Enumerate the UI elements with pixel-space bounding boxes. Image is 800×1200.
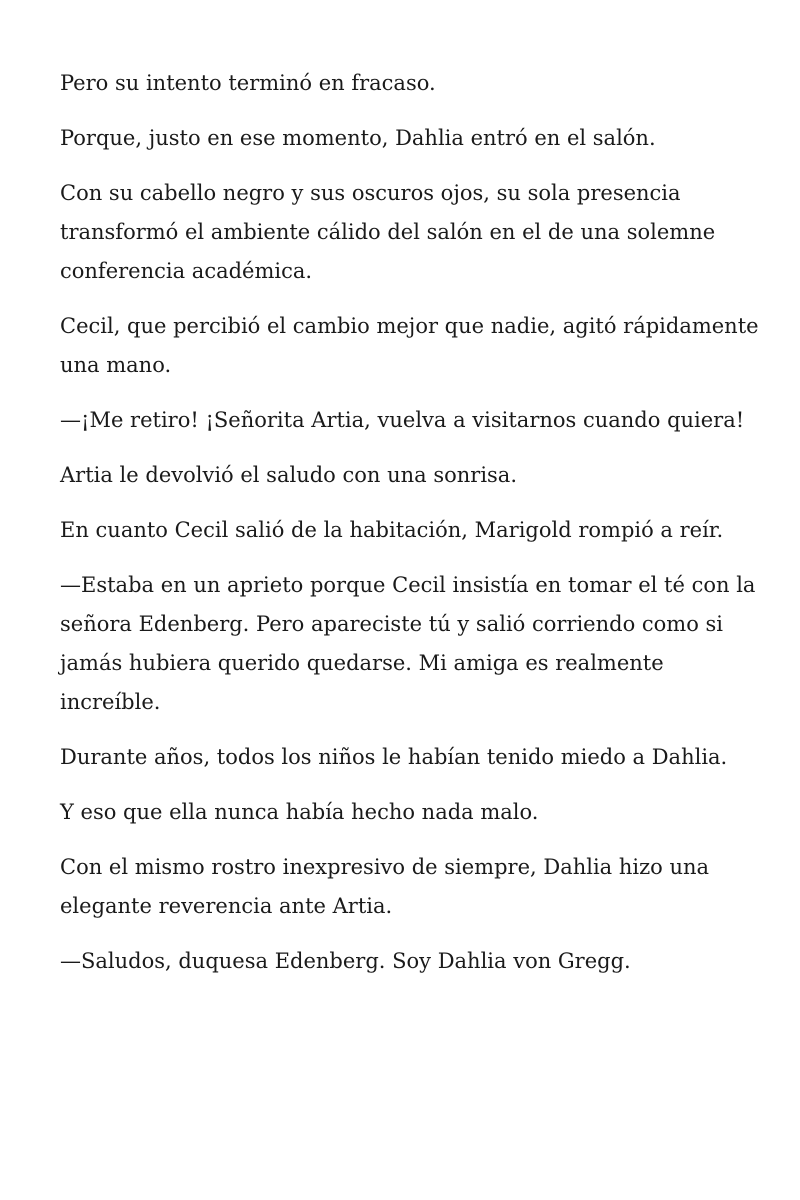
paragraph: —Estaba en un aprieto porque Cecil insistía en tomar el té con la señora Edenberg. Pero apareciste tú y salió corriendo como si jamás hubiera querido quedarse. Mi amiga es realmente increíble. <box>60 573 756 714</box>
paragraph: Porque, justo en ese momento, Dahlia entró en el salón. <box>60 126 656 150</box>
paragraph: Artia le devolvió el saludo con una sonrisa. <box>60 463 518 487</box>
paragraph: Durante años, todos los niños le habían tenido miedo a Dahlia. <box>60 745 728 769</box>
paragraph: Pero su intento terminó en fracaso. <box>60 71 436 95</box>
paragraph: En cuanto Cecil salió de la habitación, Marigold rompió a reír. <box>60 518 724 542</box>
paragraph: Cecil, que percibió el cambio mejor que nadie, agitó rápidamente una mano. <box>60 314 759 377</box>
paragraph: Y eso que ella nunca había hecho nada malo. <box>60 800 539 824</box>
paragraph: —Saludos, duquesa Edenberg. Soy Dahlia von Gregg. <box>60 949 631 973</box>
paragraph: —¡Me retiro! ¡Señorita Artia, vuelva a visitarnos cuando quiera! <box>60 408 745 432</box>
paragraph: Con el mismo rostro inexpresivo de siempre, Dahlia hizo una elegante reverencia ante Artia. <box>60 855 710 918</box>
reading-page <box>60 64 760 997</box>
paragraph: Con su cabello negro y sus oscuros ojos, su sola presencia transformó el ambiente cálido del salón en el de una solemne conferencia académica. <box>60 181 716 283</box>
